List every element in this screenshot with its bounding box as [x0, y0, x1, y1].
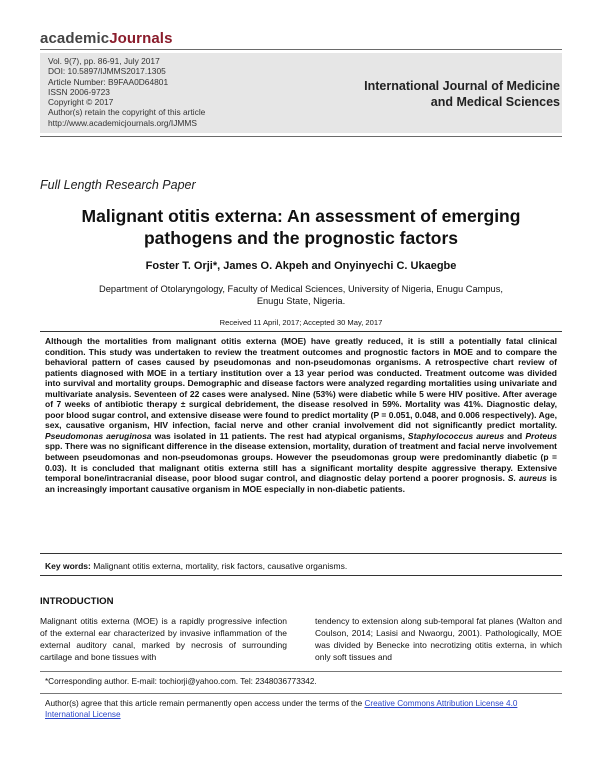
received-dates: Received 11 April, 2017; Accepted 30 May, 2017 — [219, 318, 383, 327]
paper-type: Full Length Research Paper — [40, 178, 196, 192]
abstract-italic-1: Pseudomonas aeruginosa — [45, 430, 152, 441]
keywords-label: Key words: — [45, 561, 91, 571]
journal-name-line-2: and Medical Sciences — [430, 95, 560, 109]
title-line-2: pathogens and the prognostic factors — [143, 228, 459, 248]
affiliation-line-2: Enugu State, Nigeria. — [256, 296, 346, 306]
abstract-seg-3: and — [504, 430, 526, 441]
abstract-top-rule — [40, 331, 562, 332]
abstract-bottom-rule — [40, 553, 562, 554]
journal-name — [360, 78, 560, 110]
meta-article-number: Article Number: B9FAA0D64801 — [48, 76, 169, 87]
abstract-italic-3: Proteus — [525, 430, 557, 441]
authors: Foster T. Orji*, James O. Akpeh and Onyinyechi C. Ukaegbe — [145, 260, 457, 272]
affiliation — [80, 283, 522, 307]
abstract-seg-4: spp. There was no significant difference in the disease extension, mortality, duration of treatment and facial nerve involvement between pseudomonas and non-pseudomonas groups. However the pseudomonas group were predominantly diabetic (p = 0.03). It is concluded that malignant otitis externa still has a significant mortality despite aggressive therapy. Extensive temporal bone/intracranial disease, poor blood sugar control, and diagnostic delay portend a poorer prognosis. — [45, 441, 557, 484]
meta-doi: DOI: 10.5897/IJMMS2017.1305 — [48, 66, 166, 77]
brand-part-2: Journals — [109, 30, 173, 47]
meta-issn: ISSN 2006-9723 — [48, 86, 110, 97]
keywords-rule — [40, 575, 562, 576]
meta-url[interactable]: http://www.academicjournals.org/IJMMS — [48, 117, 197, 128]
license-divider — [40, 693, 562, 694]
meta-volume: Vol. 9(7), pp. 86-91, July 2017 — [48, 56, 160, 66]
license-link[interactable]: Creative Commons Attribution License 4.0 International License — [45, 699, 518, 719]
corresponding-author: *Corresponding author. E-mail: tochiorji@yahoo.com. Tel: 2348036773342. — [45, 677, 317, 686]
license-text: Author(s) agree that this article remain permanently open access under the terms of the — [45, 699, 365, 708]
abstract-seg-5: is an increasingly important causative organism in MOE especially in non-diabetic patients. — [45, 473, 558, 494]
abstract-seg-2: was isolated in 11 patients. The rest had atypical organisms, — [151, 430, 408, 441]
body-column-left: Malignant otitis externa (MOE) is a rapidly progressive infection of the external ear characterized by invasive inflammation of the external auditory canal, marked by necrosis of surrounding cartilage and bone tissues with — [40, 616, 287, 662]
brand-part-1: academic — [40, 30, 110, 47]
keywords-text: Malignant otitis externa, mortality, risk factors, causative organisms. — [90, 561, 348, 571]
section-heading-introduction: INTRODUCTION — [40, 596, 114, 607]
journal-name-line-1: International Journal of Medicine — [364, 79, 560, 93]
meta-copyright: Copyright © 2017 — [48, 97, 114, 108]
paper-title — [40, 205, 562, 249]
abstract-italic-2: Staphylococcus aureus — [407, 430, 505, 441]
title-line-1: Malignant otitis externa: An assessment of emerging — [81, 206, 521, 226]
brand-divider — [40, 49, 562, 50]
abstract — [45, 336, 557, 494]
abstract-seg-1: Although the mortalities from malignant otitis externa (MOE) have greatly reduced, it is still a potentially fatal clinical condition. This study was undertaken to review the treatment outcomes and prognostic factors in MOE and to compare the behavioral pattern of cases caused by pseudomonas and non-pseudomonas organisms. A retrospective chart review of patients diagnosed with MOE in a tertiary institution over a 13 year period was conducted. Treatment outcome was divided into survival and mortality groups. Demographic and disease factors were analyzed regarding mortalities using univariate and multivariate analysis. Seventeen of 22 cases were analysed. Nine (53%) were diabetic while 5 were HIV positive. After average of 7 weeks of antibiotic therapy ± surgical debridement, the disease resolved in 59%. Mortality was 41%. Diagnostic delay, poor blood sugar control, and extensive disease were found to predict mortality (P = 0.051, 0.048, and 0.006 respectively). Age, sex, causative organism, HIV infection, facial nerve and other cranial involvement did not significantly predict mortality. — [45, 336, 557, 431]
publisher-logo — [40, 30, 173, 47]
keywords — [45, 561, 347, 571]
meta-rights: Author(s) retain the copyright of this article — [48, 107, 206, 118]
header-divider — [40, 136, 562, 137]
body-column-right: tendency to extension along sub-temporal fat planes (Walton and Coulson, 2014; Lasisi and Nwaorgu, 2001). Pathologically, MOE was divided by Benecke into necrotizing otitis externa, in which only soft tissues and — [315, 616, 562, 662]
article-meta — [48, 56, 205, 128]
license-notice — [45, 698, 557, 720]
affiliation-line-1: Department of Otolaryngology, Faculty of Medical Sciences, University of Nigeria, Enugu Campus, — [99, 284, 503, 294]
abstract-italic-4: S. aureus — [507, 473, 547, 484]
footnote-divider — [40, 671, 562, 672]
